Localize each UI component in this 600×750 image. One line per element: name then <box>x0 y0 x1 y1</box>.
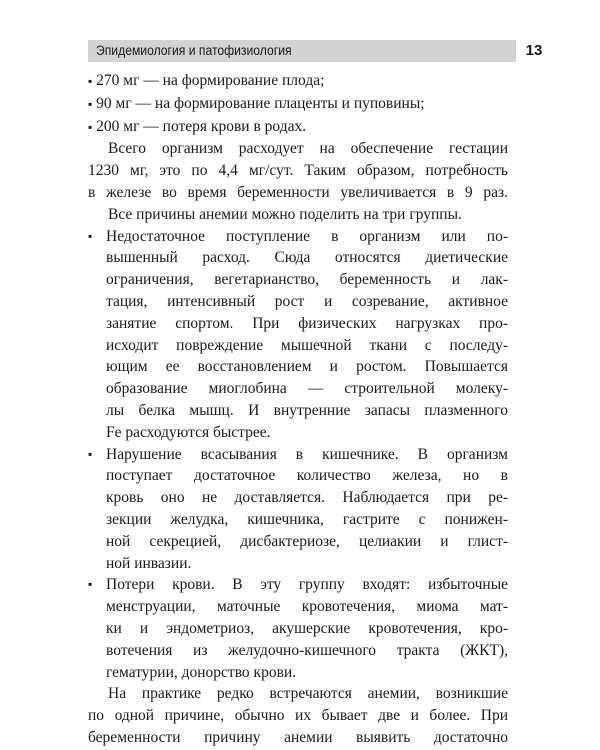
text-line: лы белка мышц. И внутренние запасы плазменного <box>106 401 508 419</box>
text-line: образование миоглобина — строительной молеку- <box>106 380 508 398</box>
bullet-icon <box>88 226 106 444</box>
text-line: беременности причину анемии выявить достаточно <box>88 728 508 746</box>
text-line: менструации, маточные кровотечения, миома мат- <box>106 598 508 616</box>
list-item-text <box>106 226 508 444</box>
running-header-title: Эпидемиология и патофизиология <box>96 43 292 58</box>
page-body <box>88 70 508 749</box>
text-line: кровь оно не доставляется. Наблюдается при ре- <box>106 489 508 507</box>
bullet-icon <box>88 120 92 134</box>
text-line: тация, интенсивный рост и созревание, активное <box>106 292 508 310</box>
list-item: ▪ 200 мг — потеря крови в родах. <box>88 116 508 139</box>
text-line: зекции желудка, кишечника, гастрите с понижен- <box>106 510 508 528</box>
text-line: в железе во время беременности увеличивается в 9 раз. <box>88 183 508 201</box>
text-line: Нарушение всасывания в кишечнике. В организм <box>106 445 508 463</box>
page-number: 13 <box>525 42 543 59</box>
iron-loss-list <box>88 70 508 138</box>
text-line: поступает достаточное количество железа, но в <box>106 467 508 485</box>
text-line: ющим ее восстановлением и ростом. Повышается <box>106 358 508 376</box>
text-line: занятие спортом. При физических нагрузках про- <box>106 314 508 332</box>
bullet-icon <box>88 574 106 683</box>
text-line: На практике редко встречаются анемии, возникшие <box>108 685 508 703</box>
text-line: вотечения из желудочно-кишечного тракта (ЖКТ), <box>106 641 508 659</box>
list-item-text <box>106 574 508 683</box>
list-item <box>88 574 508 683</box>
text-line: Потери крови. В эту группу входят: избыточные <box>106 576 508 594</box>
text-line: ной секрецией, дисбактериозе, целиакии и глист- <box>106 532 508 550</box>
text-line: ки и эндометриоз, акушерские кровотечения, кро- <box>106 619 508 637</box>
text-line: Недостаточное поступление в организм или по- <box>106 227 508 245</box>
list-item: ▪ 270 мг — на формирование плода; <box>88 70 508 93</box>
list-item-text <box>106 444 508 575</box>
bullet-icon <box>88 444 106 575</box>
list-item: ▪ 90 мг — на формирование плаценты и пуповины; <box>88 93 508 116</box>
bullet-icon <box>88 74 92 88</box>
list-item <box>88 444 508 575</box>
text-line: вышенный расход. Сюда относятся диетические <box>106 249 508 267</box>
paragraph-groups-intro: Все причины анемии можно поделить на три группы. <box>108 205 462 223</box>
paragraph-gestation <box>88 138 508 203</box>
text-line: ограничения, вегетарианство, беременность и лак- <box>106 271 508 289</box>
text-line: гематурии, донорство крови. <box>106 663 297 681</box>
bullet-icon <box>88 97 92 111</box>
text-line: исходит повреждение мышечной ткани с последу- <box>106 336 508 354</box>
text-line: Fe расходуются быстрее. <box>106 423 271 441</box>
text-line: 1230 мг, это по 4,4 мг/сут. Таким образом, потребность <box>88 162 508 180</box>
anemia-causes-list <box>88 226 508 684</box>
list-item <box>88 226 508 444</box>
text-line: ной инвазии. <box>106 554 192 572</box>
paragraph-practice <box>88 683 508 748</box>
text-line: по одной причине, обычно их бывает две и более. При <box>88 707 508 725</box>
text-line: Всего организм расходует на обеспечение гестации <box>108 140 508 158</box>
